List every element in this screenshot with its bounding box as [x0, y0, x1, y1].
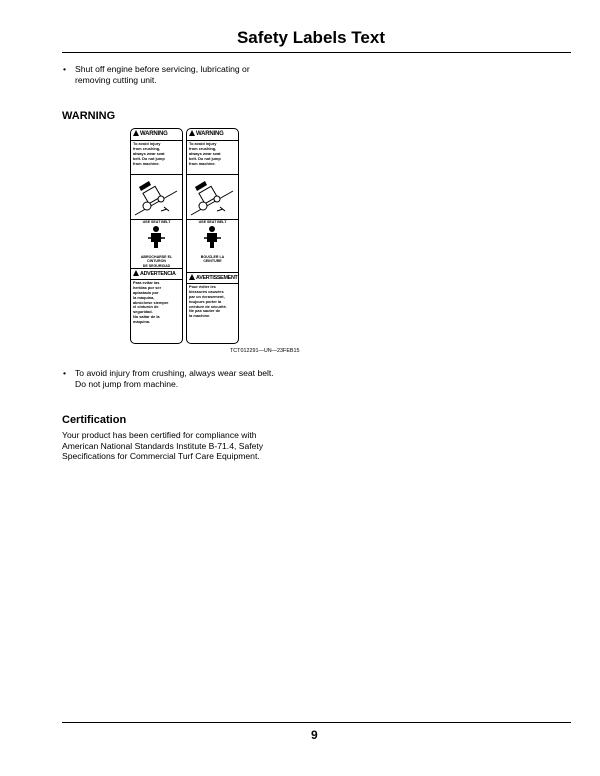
bullet-text-line: removing cutting unit.: [75, 74, 157, 85]
seat-belt-icon: [187, 224, 238, 264]
warning-triangle-icon: [189, 130, 195, 136]
warning-heading: WARNING: [62, 110, 116, 122]
list-item: [62, 368, 312, 389]
decal-text: To avoid injury from crushing, always wear seat belt. Do not jump from machine.: [133, 141, 165, 166]
safety-decal-left: [130, 128, 183, 344]
decal-header: WARNING: [131, 129, 182, 141]
safety-decal-right: [186, 128, 239, 344]
bullet-text-line: Do not jump from machine.: [75, 378, 179, 389]
bullet-text-line: Shut off engine before servicing, lubricating or: [75, 64, 250, 74]
warning-triangle-icon: [189, 274, 195, 280]
seat-belt-icon: [131, 224, 182, 268]
decal-text: Pour éviter les blessures causées par un écrasement, toujours porter la ceinture de sécurité. Ne pas sauter de la machine.: [189, 283, 227, 319]
warning-triangle-icon: [133, 130, 139, 136]
certification-heading: Certification: [62, 414, 127, 426]
rollover-pictogram-icon: [131, 174, 182, 220]
figure-code: TCT012291—UN—23FEB15: [230, 348, 300, 354]
header-rule: [62, 52, 571, 53]
bullet-marker: •: [63, 368, 67, 378]
decal-caption: USE SEAT BELT: [198, 219, 227, 224]
warning-triangle-icon: [133, 270, 139, 276]
decal-subheader: ADVERTENCIA: [131, 268, 182, 280]
bullet-marker: •: [63, 64, 67, 74]
decal-header: WARNING: [187, 129, 238, 141]
certification-text: Your product has been certified for compliance with American National Standards Institute B-71.4, Safety Specifications for Commercial Turf Care Equipment.: [62, 430, 264, 461]
decal-subheader: AVERTISSEMENT: [187, 272, 238, 284]
rollover-pictogram-icon: [187, 174, 238, 220]
decal-caption: ABROCHARSE EL CINTURON DE SEGURIDAD: [140, 254, 173, 268]
footer-rule: [62, 722, 571, 723]
decal-text: Para evitar las heridas por ser aplastado por la máquina, abróchese siempre el cinturón de seguridad. No saltar de la máquina.: [133, 279, 169, 325]
page-title: Safety Labels Text: [236, 28, 385, 47]
decal-caption: BOUCLER LA CEINTURE: [200, 254, 225, 264]
bullet-text-line: To avoid injury from crushing, always wear seat belt.: [75, 368, 274, 378]
page-number: 9: [311, 728, 318, 742]
list-item: [62, 64, 312, 85]
decal-caption: USE SEAT BELT: [142, 219, 171, 224]
decal-text: To avoid injury from crushing, always wear seat belt. Do not jump from machine.: [189, 141, 221, 166]
